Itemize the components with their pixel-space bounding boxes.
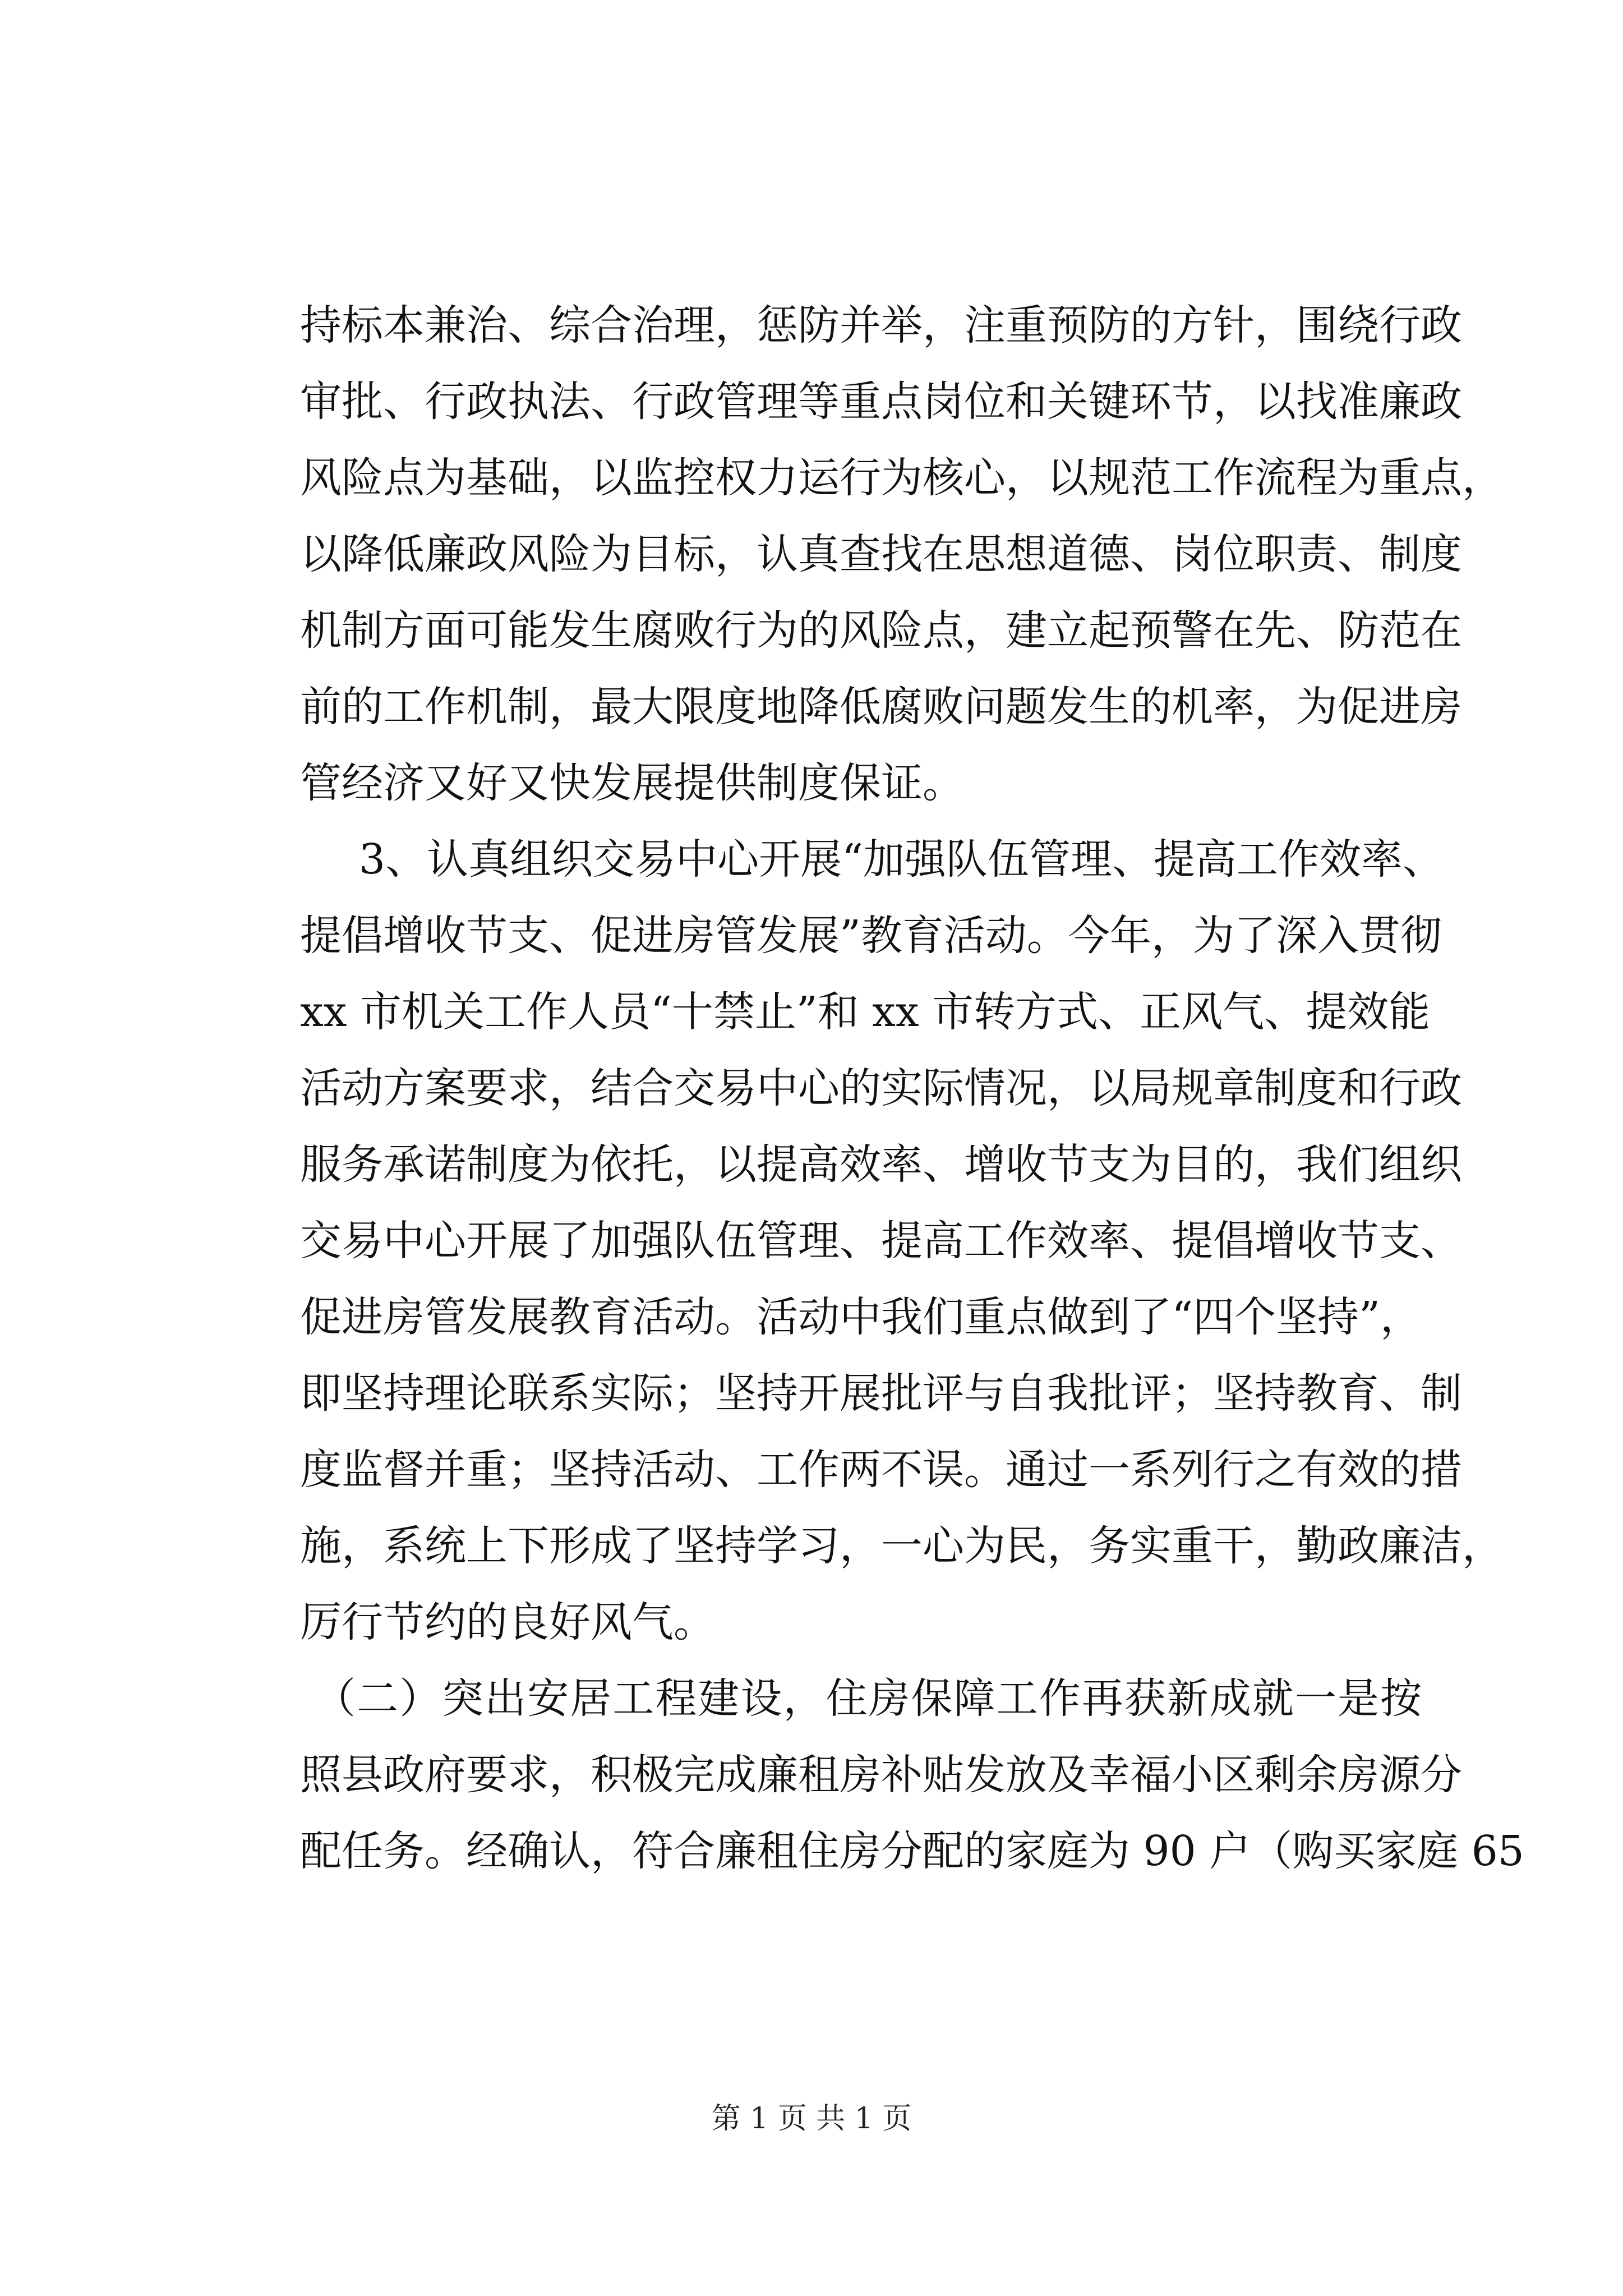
body-text-line: 前的工作机制，最大限度地降低腐败问题发生的机率，为促进房 xyxy=(300,683,1462,731)
body-text-line: 机制方面可能发生腐败行为的风险点，建立起预警在先、防范在 xyxy=(300,606,1462,655)
body-text-line: 提倡增收节支、促进房管发展”教育活动。今年，为了深入贯彻 xyxy=(300,912,1442,960)
body-text-line: 交易中心开展了加强队伍管理、提高工作效率、提倡增收节支、 xyxy=(300,1217,1462,1265)
body-text-line: 促进房管发展教育活动。活动中我们重点做到了“四个坚持”， xyxy=(300,1293,1422,1341)
body-text-line: 活动方案要求，结合交易中心的实际情况，以局规章制度和行政 xyxy=(300,1064,1462,1112)
body-text-line: 3、认真组织交易中心开展“加强队伍管理、提高工作效率、 xyxy=(359,835,1444,884)
body-text-line: 配任务。经确认，符合廉租住房分配的家庭为 90 户（购买家庭 65 xyxy=(300,1827,1524,1875)
body-text-line: 管经济又好又快发展提供制度保证。 xyxy=(300,759,964,807)
body-text-line: 以降低廉政风险为目标，认真查找在思想道德、岗位职责、制度 xyxy=(300,530,1462,578)
body-text-line: 施，系统上下形成了坚持学习，一心为民，务实重干，勤政廉洁， xyxy=(300,1522,1504,1570)
body-text-line: 即坚持理论联系实际；坚持开展批评与自我批评；坚持教育、制 xyxy=(300,1369,1462,1418)
section-heading-line: （二）突出安居工程建设，住房保障工作再获新成就一是按 xyxy=(314,1674,1422,1723)
body-text-line: 审批、行政执法、行政管理等重点岗位和关键环节，以找准廉政 xyxy=(300,378,1462,426)
body-text-line: 服务承诺制度为依托，以提高效率、增收节支为目的，我们组织 xyxy=(300,1140,1462,1189)
body-text-line: 风险点为基础，以监控权力运行为核心，以规范工作流程为重点， xyxy=(300,454,1504,502)
page-number-footer: 第 1 页 共 1 页 xyxy=(711,2102,912,2136)
body-text-line: 度监督并重；坚持活动、工作两不误。通过一系列行之有效的措 xyxy=(300,1446,1462,1494)
body-text-line: 厉行节约的良好风气。 xyxy=(300,1598,715,1646)
body-text-line: xx 市机关工作人员“十禁止”和 xx 市转方式、正风气、提效能 xyxy=(300,988,1431,1036)
body-text-line: 持标本兼治、综合治理，惩防并举，注重预防的方针，围绕行政 xyxy=(300,301,1462,349)
body-text-line: 照县政府要求，积极完成廉租房补贴发放及幸福小区剩余房源分 xyxy=(300,1751,1462,1799)
